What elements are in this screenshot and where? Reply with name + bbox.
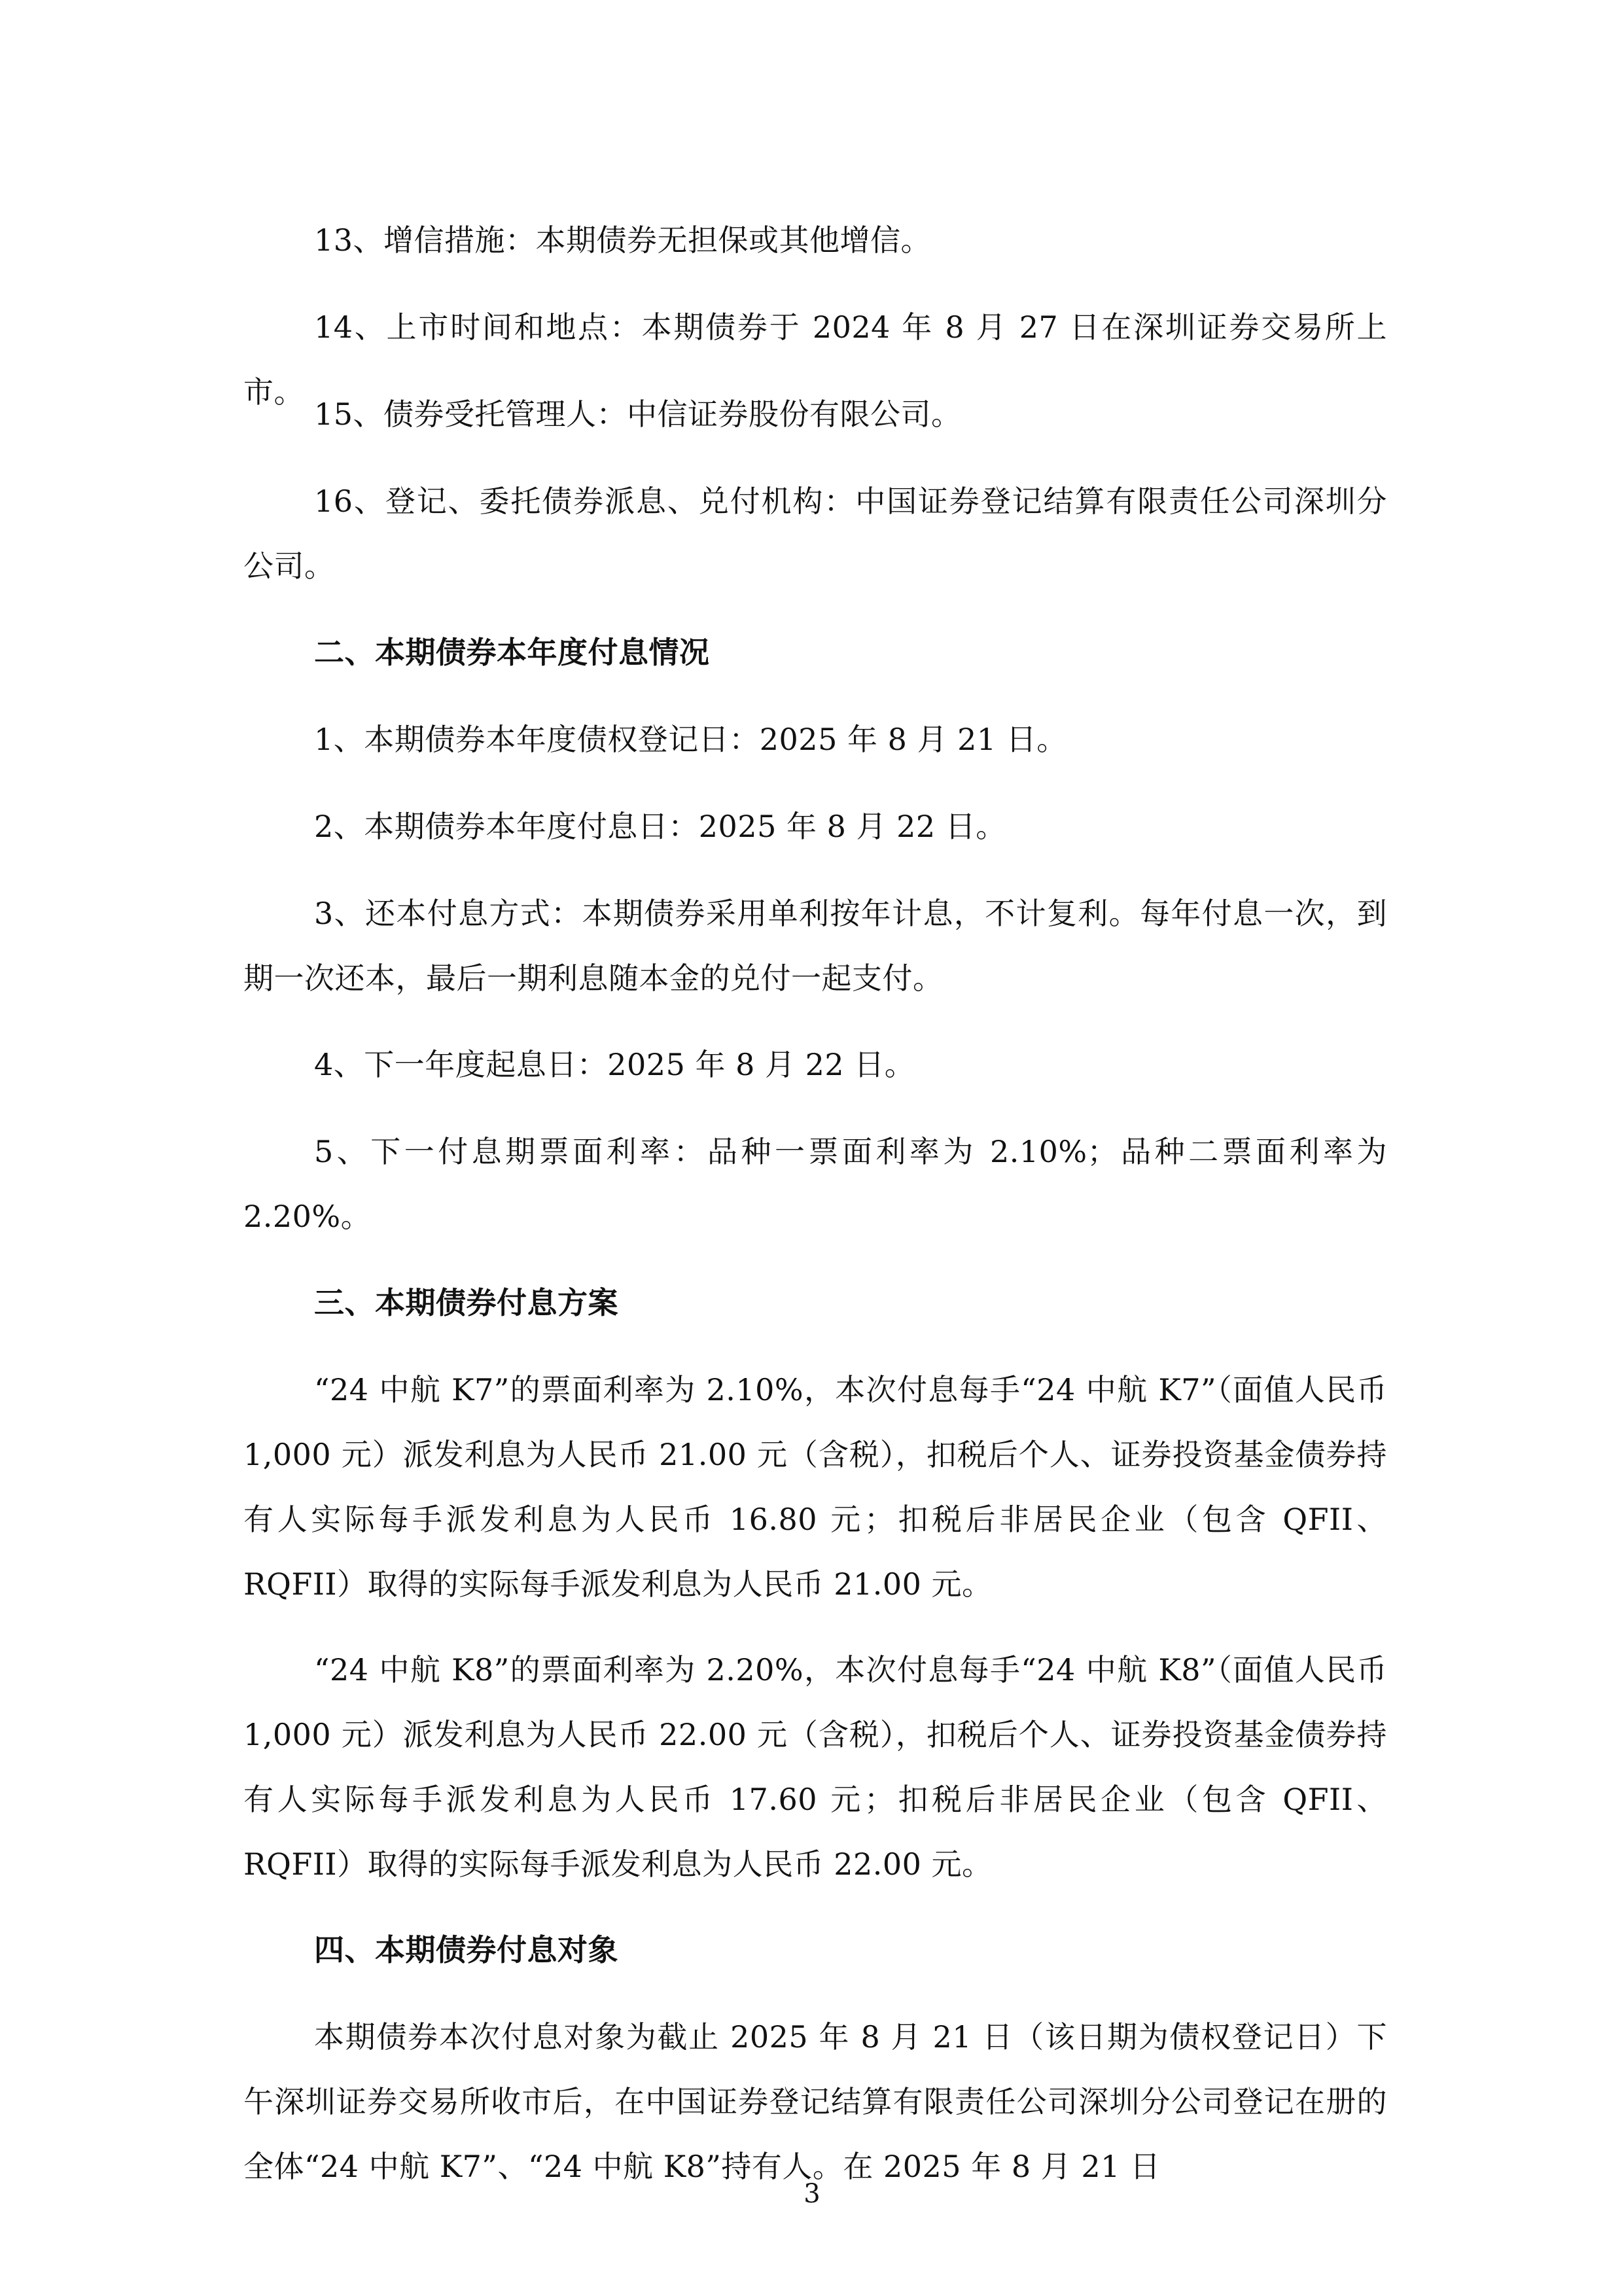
item-next-accrual-date: 4、下一年度起息日：2025 年 8 月 22 日。 xyxy=(314,1047,915,1082)
section-heading-interest-plan: 三、本期债券付息方案 xyxy=(314,1285,618,1320)
section-heading-interest-recipients: 四、本期债券付息对象 xyxy=(314,1932,618,1968)
section-heading-annual-interest: 二、本期债券本年度付息情况 xyxy=(314,635,710,670)
item-next-coupon-rate: 5、下一付息期票面利率：品种一票面利率为 2.10%；品种二票面利率为 2.20%。 xyxy=(243,1134,1387,1234)
item-credit-enhancement: 13、增信措施：本期债券无担保或其他增信。 xyxy=(314,222,932,258)
recipients-text: 本期债券本次付息对象为截止 2025 年 8 月 21 日（该日期为债权登记日）下午深圳证券交易所收市后，在中国证券登记结算有限责任公司深圳分公司登记在册的全体“24 中航 K7”、“24 中航 K8”持有人。在 2025 年 8 月 21 日 xyxy=(243,2019,1387,2184)
plan-k8: “24 中航 K8”的票面利率为 2.20%，本次付息每手“24 中航 K8”（面值人民币 1,000 元）派发利息为人民币 22.00 元（含税），扣税后个人、证券投资基金债券持有人实际每手派发利息为人民币 17.60 元；扣税后非居民企业（包含 QFII、RQFII）取得的实际每手派发利息为人民币 22.00 元。 xyxy=(243,1652,1387,1882)
item-repayment-method: 3、还本付息方式：本期债券采用单利按年计息，不计复利。每年付息一次，到期一次还本，最后一期利息随本金的兑付一起支付。 xyxy=(243,896,1387,996)
item-payment-date: 2、本期债券本年度付息日：2025 年 8 月 22 日。 xyxy=(314,809,1006,844)
item-registration-agency: 16、登记、委托债券派息、兑付机构：中国证券登记结算有限责任公司深圳分公司。 xyxy=(243,484,1387,584)
item-record-date: 1、本期债券本年度债权登记日：2025 年 8 月 21 日。 xyxy=(314,722,1067,757)
plan-k7: “24 中航 K7”的票面利率为 2.10%，本次付息每手“24 中航 K7”（面值人民币 1,000 元）派发利息为人民币 21.00 元（含税），扣税后个人、证券投资基金债券持有人实际每手派发利息为人民币 16.80 元；扣税后非居民企业（包含 QFII、RQFII）取得的实际每手派发利息为人民币 21.00 元。 xyxy=(243,1372,1387,1602)
item-listing-time-place: 14、上市时间和地点：本期债券于 2024 年 8 月 27 日在深圳证券交易所上市。 xyxy=(243,309,1387,410)
item-trustee: 15、债券受托管理人：中信证券股份有限公司。 xyxy=(314,397,962,432)
page-number: 3 xyxy=(803,2179,821,2209)
